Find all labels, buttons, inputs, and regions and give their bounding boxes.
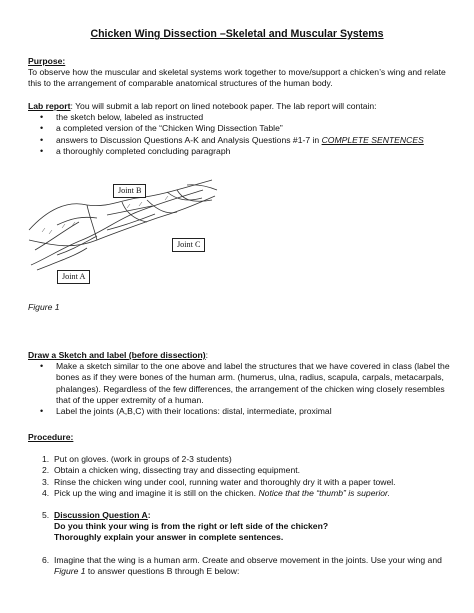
document-title: Chicken Wing Dissection –Skeletal and Muscular Systems [90, 28, 384, 40]
procedure-step [28, 555, 454, 577]
purpose-heading: Purpose: [28, 56, 66, 66]
list-item-text: Make a sketch similar to the one above and label the structures that we have covered in class (label the bones as if they were bones of the human arm. (humerus, ulna, radius, scapula, carpals, metacarpals, phalanges). Regardless of the few differences, the arrangement of the chicken wing closely resembles that of the upper extremity of a human. [56, 361, 450, 405]
lab-report-intro: : You will submit a lab report on lined notebook paper. The lab report will contain: [70, 101, 377, 111]
procedure-heading: Procedure: [28, 432, 74, 442]
sketch-heading-line [28, 350, 454, 361]
procedure-step [28, 488, 454, 499]
step-number: 3. [42, 476, 50, 487]
step-number: 6. [42, 554, 50, 565]
procedure-step [28, 477, 454, 488]
list-item-text: Label the joints (A,B,C) with their locations: distal, intermediate, proximal [56, 406, 332, 417]
step-text: Obtain a chicken wing, dissecting tray and dissecting equipment. [54, 465, 301, 476]
step-text: Rinse the chicken wing under cool, running water and thoroughly dry it with a paper towel. [54, 476, 396, 487]
lab-report-list [28, 112, 454, 157]
sketch-heading: Draw a Sketch and label (before dissection) [28, 350, 206, 360]
purpose-text: To observe how the muscular and skeletal systems work together to move/support a chicken’s wing and relate this to the arrangement of comparable anatomical structures of the human body. [28, 67, 446, 89]
sketch-section [28, 350, 454, 417]
discussion-question-colon: : [147, 510, 151, 521]
discussion-question-line1: Do you think your wing is from the right or left side of the chicken? [54, 521, 329, 532]
purpose-section [28, 56, 454, 90]
joint-b-label: Joint B [113, 184, 146, 198]
step-note: Notice that the “thumb” is superior. [258, 487, 390, 498]
complete-sentences-emphasis: COMPLETE SENTENCES [321, 134, 424, 145]
step-text-end: to answer questions B through E below: [85, 565, 240, 576]
list-item [28, 146, 454, 157]
step-number: 2. [42, 465, 50, 476]
procedure-section [28, 432, 454, 577]
list-item [28, 406, 454, 417]
joint-c-label: Joint C [172, 238, 205, 252]
step-text: Pick up the wing and imagine it is still on the chicken. [54, 487, 259, 498]
list-item-text: a completed version of the “Chicken Wing Dissection Table” [56, 123, 283, 134]
list-item [28, 135, 454, 146]
discussion-question-line2: Thoroughly explain your answer in complete sentences. [54, 532, 284, 543]
procedure-steps [28, 454, 454, 499]
discussion-question-label: Discussion Question A [54, 510, 148, 521]
procedure-step [28, 454, 454, 465]
sketch-list [28, 361, 454, 417]
list-item [28, 112, 454, 123]
lab-report-intro-line [28, 101, 454, 112]
sketch-heading-suffix: : [205, 350, 209, 360]
step-six-list [28, 555, 454, 577]
list-item [28, 361, 454, 406]
figure-caption: Figure 1 [28, 302, 60, 312]
lab-report-section [28, 101, 454, 157]
list-item [28, 123, 454, 134]
lab-report-heading: Lab report [28, 101, 71, 111]
step-number: 1. [42, 454, 50, 465]
list-item-text: answers to Discussion Questions A-K and Analysis Questions #1-7 in [56, 134, 322, 145]
list-item-text: the sketch below, labeled as instructed [56, 112, 204, 123]
procedure-step [28, 510, 454, 544]
figure-reference: Figure 1 [54, 565, 86, 576]
step-number: 5. [42, 510, 50, 521]
list-item-text: a thoroughly completed concluding paragraph [56, 145, 231, 156]
procedure-step [28, 465, 454, 476]
joint-a-label: Joint A [57, 270, 90, 284]
step-text: Put on gloves. (work in groups of 2-3 students) [54, 454, 232, 465]
step-text: Imagine that the wing is a human arm. Create and observe movement in the joints. Use your wing and [54, 554, 442, 565]
step-number: 4. [42, 487, 50, 498]
discussion-question-a [28, 510, 454, 544]
